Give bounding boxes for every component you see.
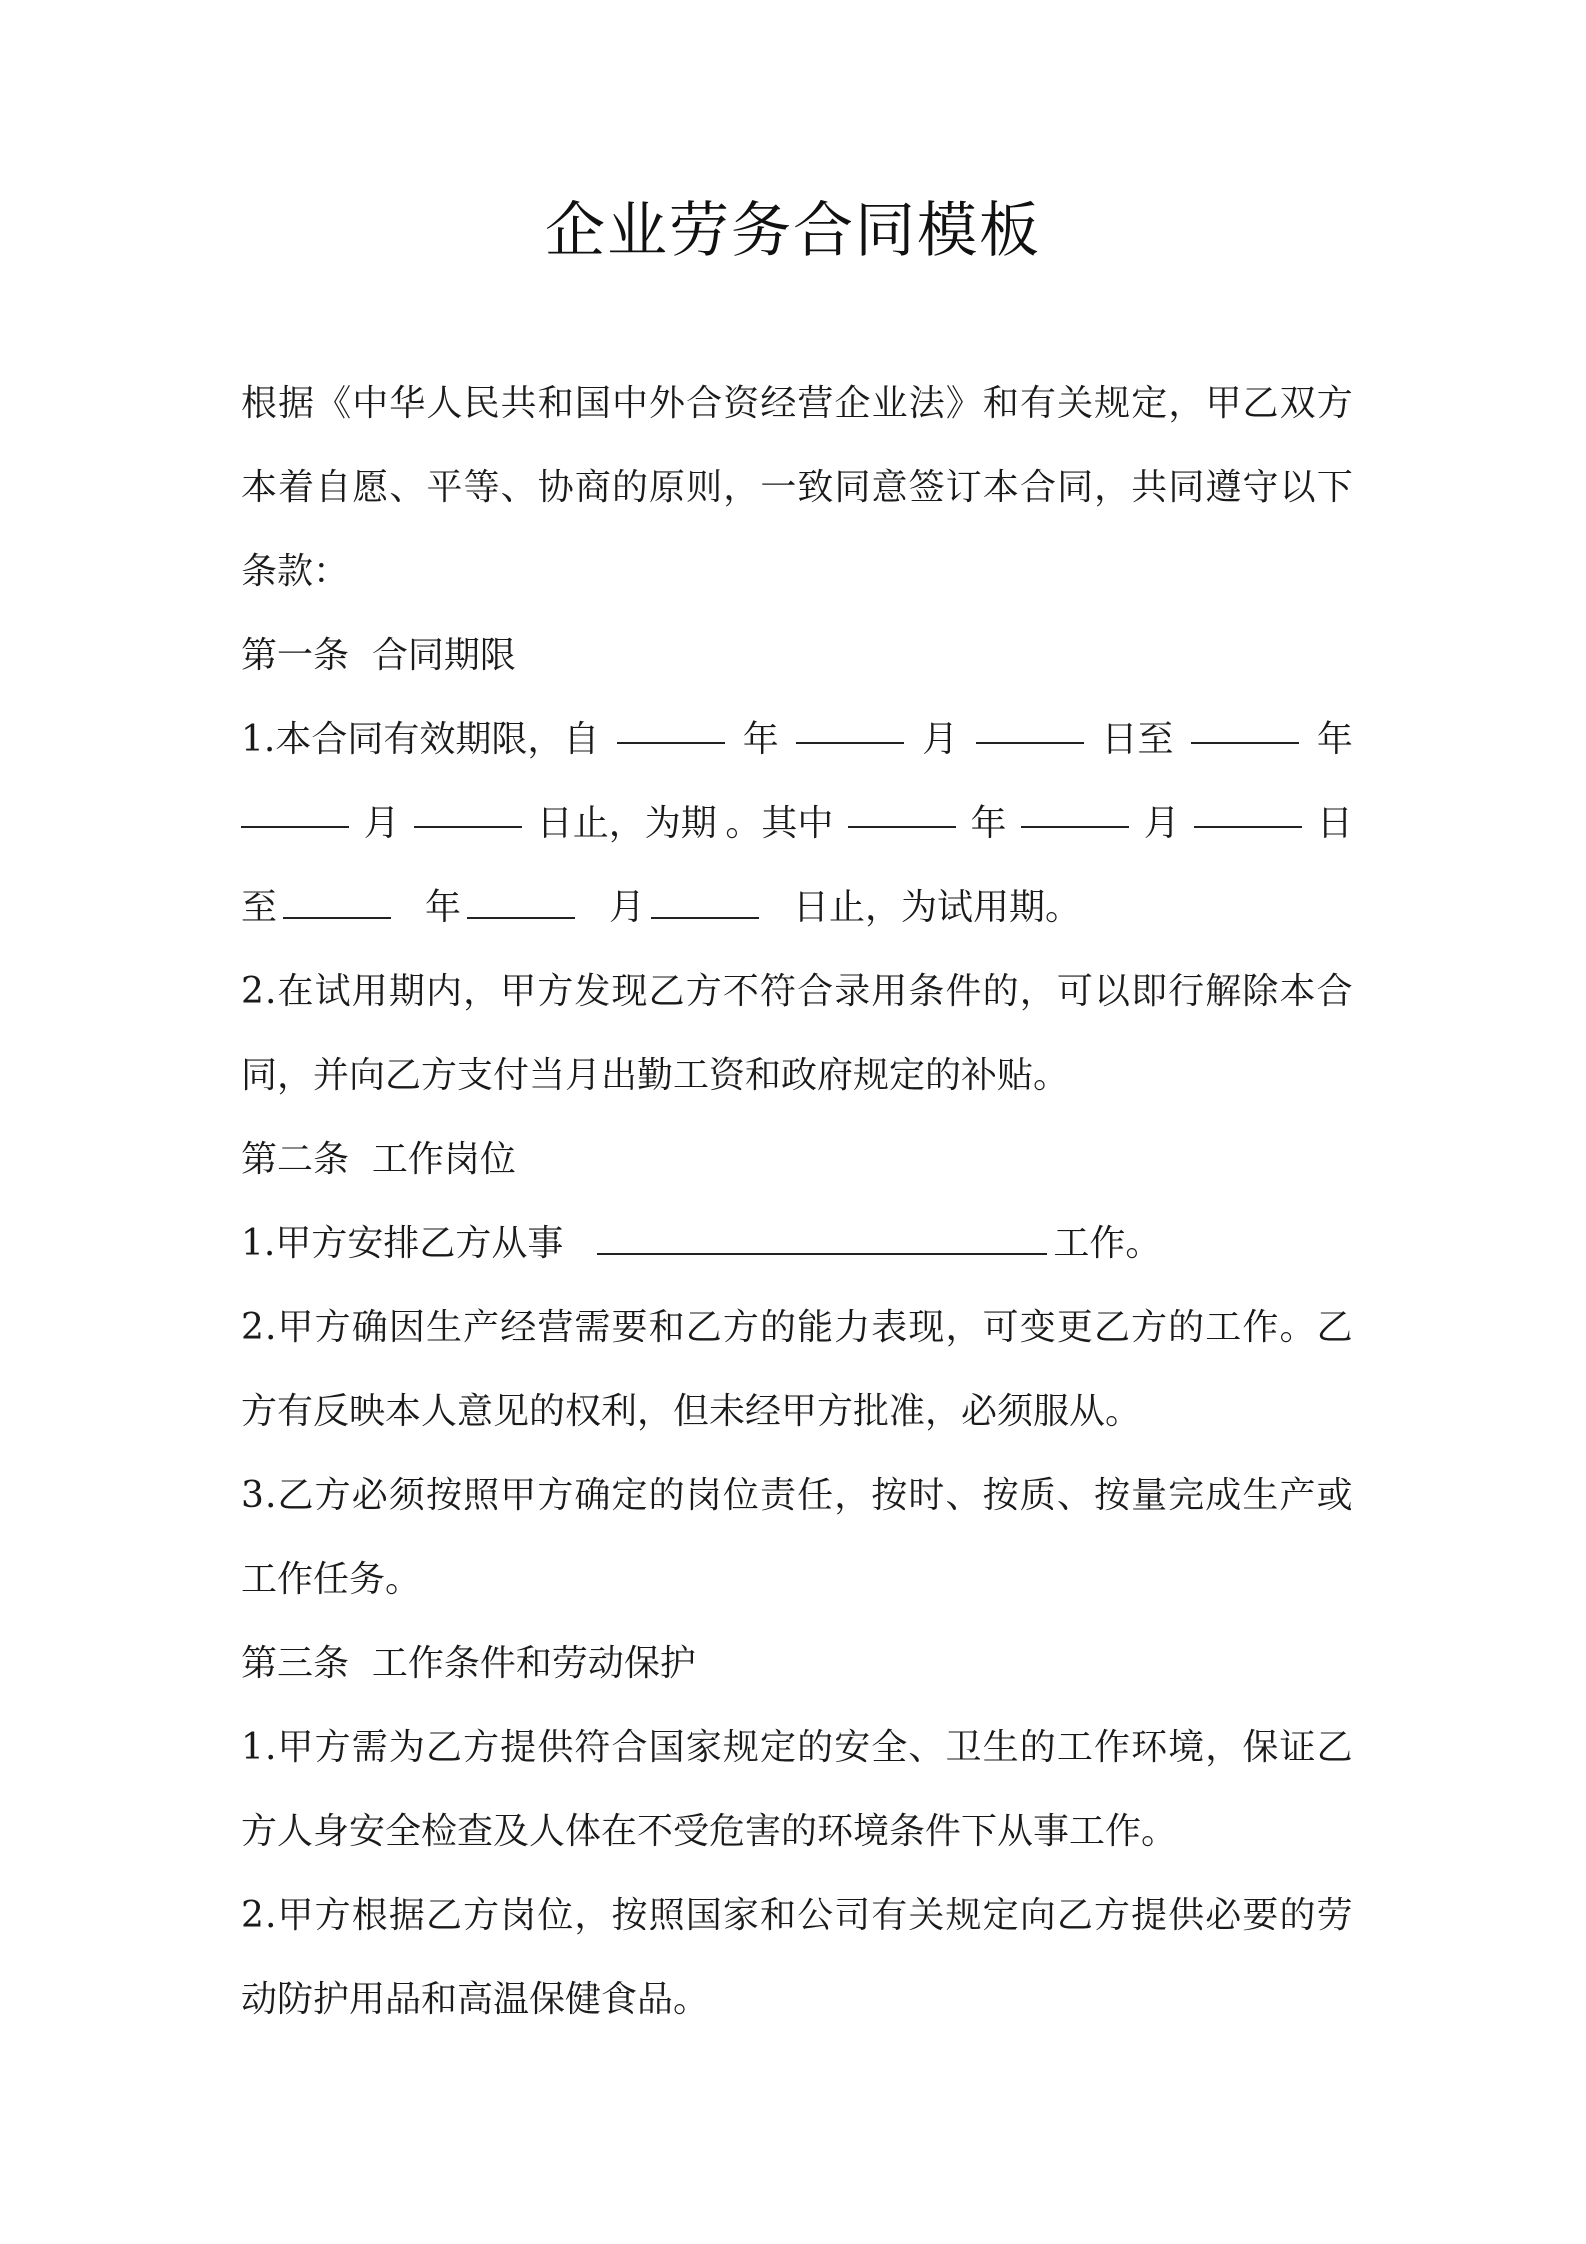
a1-text-to: 至 <box>241 887 278 928</box>
article1-item2-line1 <box>241 950 1353 1034</box>
a1-text-month-3: 月 <box>1143 803 1180 844</box>
a1-text-year-2: 年 <box>1316 719 1353 760</box>
a1-text-day-3: 日 <box>1316 803 1353 844</box>
article3-item1-line1 <box>241 1706 1353 1790</box>
a1-text-month: 月 <box>922 719 959 760</box>
a1-text-probation: 日止，为试用期。 <box>793 887 1082 928</box>
a2-item2-text-1: 2 . 甲 方 确 因 生 产 经 营 需 要 和 乙 方 的 能 力 表 现 ， 可 变 更 乙 方 的 工 作 。 乙 <box>241 1307 1353 1348</box>
a1-text-year: 年 <box>742 719 779 760</box>
article2-item1 <box>241 1202 1353 1286</box>
intro-line-2 <box>241 446 1353 530</box>
a1-text-year-3: 年 <box>970 803 1007 844</box>
intro-line-1 <box>241 362 1353 446</box>
a1-text-year-4: 年 <box>425 887 462 928</box>
date-blank[interactable] <box>617 698 725 744</box>
article1-item1-line2 <box>241 782 1353 866</box>
date-blank[interactable] <box>651 873 759 919</box>
article2-item3-line2 <box>241 1538 1353 1622</box>
article3-item1-line2 <box>241 1790 1353 1874</box>
article1-item1-line1 <box>241 698 1353 782</box>
a2-item3-text-1: 3 . 乙 方 必 须 按 照 甲 方 确 定 的 岗 位 责 任 ， 按 时 、 按 质 、 按 量 完 成 生 产 或 <box>241 1475 1353 1516</box>
article2-item2-line2 <box>241 1370 1353 1454</box>
intro-text-3: 条款： <box>241 551 350 592</box>
a2-item3-text-2: 工作任务。 <box>241 1559 422 1600</box>
date-blank[interactable] <box>976 698 1084 744</box>
document-title: 企业劳务合同模板 <box>545 196 1041 266</box>
a1-text-among: 。其中 <box>725 803 834 844</box>
article3-item2-line1 <box>241 1874 1353 1958</box>
date-blank[interactable] <box>283 873 391 919</box>
article3-heading: 第三条 工作条件和劳动保护 <box>241 1643 696 1684</box>
date-blank[interactable] <box>848 782 956 828</box>
a2-item2-text-2: 方有反映本人意见的权利，但未经甲方批准，必须服从。 <box>241 1391 1142 1432</box>
a3-item2-text-2: 动防护用品和高温保健食品。 <box>241 1979 710 2020</box>
article1-heading: 第一条 合同期限 <box>241 635 516 676</box>
intro-line-3 <box>241 530 1353 614</box>
a2-item1-prefix: 1.甲方安排乙方从事 <box>241 1223 564 1264</box>
a1-text-month-2: 月 <box>363 803 400 844</box>
article3-item2-line2 <box>241 1958 1353 2042</box>
a3-item1-text-2: 方人身安全检查及人体在不受危害的环境条件下从事工作。 <box>241 1811 1178 1852</box>
date-blank[interactable] <box>241 782 349 828</box>
a3-item2-text-1: 2 . 甲 方 根 据 乙 方 岗 位 ， 按 照 国 家 和 公 司 有 关 规 定 向 乙 方 提 供 必 要 的 劳 <box>241 1895 1353 1936</box>
article1-item2-line2 <box>241 1034 1353 1118</box>
a1-item2-text-2: 同，并向乙方支付当月出勤工资和政府规定的补贴。 <box>241 1055 1070 1096</box>
a1-text-from: 1.本合同有效期限，自 <box>241 719 600 760</box>
date-blank[interactable] <box>1021 782 1129 828</box>
date-blank[interactable] <box>796 698 904 744</box>
intro-text-1: 根 据 《 中 华 人 民 共 和 国 中 外 合 资 经 营 企 业 法 》 和 有 关 规 定 ， 甲 乙 双 方 <box>241 383 1353 424</box>
a3-item1-text-1: 1 . 甲 方 需 为 乙 方 提 供 符 合 国 家 规 定 的 安 全 、 卫 生 的 工 作 环 境 ， 保 证 乙 <box>241 1727 1353 1768</box>
a1-text-until: 日止，为期 <box>536 803 717 844</box>
a1-item2-text-1: 2 . 在 试 用 期 内 ， 甲 方 发 现 乙 方 不 符 合 录 用 条 件 的 ， 可 以 即 行 解 除 本 合 <box>241 971 1353 1012</box>
date-blank[interactable] <box>1194 782 1302 828</box>
a1-text-month-4: 月 <box>609 887 646 928</box>
date-blank[interactable] <box>467 873 575 919</box>
article1-item1-line3 <box>241 866 1353 950</box>
date-blank[interactable] <box>414 782 522 828</box>
a2-item1-suffix: 工作。 <box>1053 1223 1162 1264</box>
article2-heading: 第二条 工作岗位 <box>241 1139 516 1180</box>
a1-text-day-to: 日至 <box>1101 719 1174 760</box>
article2-item2-line1 <box>241 1286 1353 1370</box>
date-blank[interactable] <box>1191 698 1299 744</box>
article2-item3-line1 <box>241 1454 1353 1538</box>
job-blank[interactable] <box>597 1209 1047 1255</box>
document-body <box>241 362 1353 2042</box>
intro-text-2: 本 着 自 愿 、 平 等 、 协 商 的 原 则 ， 一 致 同 意 签 订 本 合 同 ， 共 同 遵 守 以 下 <box>241 467 1353 508</box>
